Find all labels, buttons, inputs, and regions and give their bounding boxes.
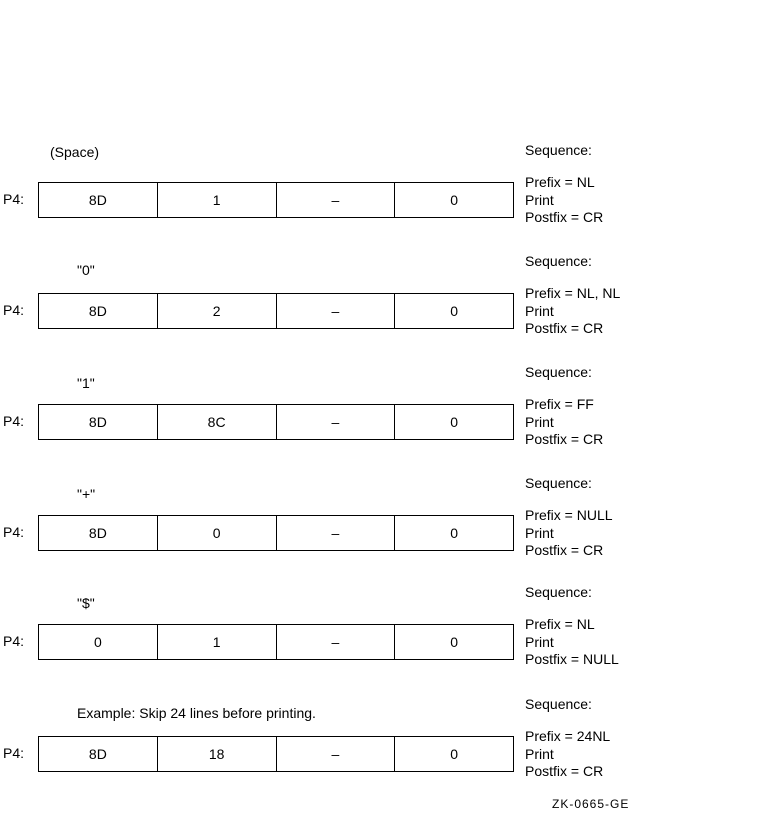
register-field-1: 8D xyxy=(39,737,158,771)
block-caption: (Space) xyxy=(50,144,100,160)
register-field-1: 0 xyxy=(39,625,158,659)
register-field-2: 0 xyxy=(158,516,277,550)
register-field-3: – xyxy=(277,516,396,550)
sequence-prefix: Prefix = NULL xyxy=(525,507,613,523)
register-field-4: 0 xyxy=(450,303,459,319)
register-field-3: – xyxy=(277,294,396,328)
sequence-prefix: Prefix = NL xyxy=(525,174,595,190)
register-field-4: 0 xyxy=(450,634,459,650)
register-field-4: 0 xyxy=(450,525,459,541)
diagram-block-dollar xyxy=(0,584,773,698)
sequence-prefix: Prefix = NL, NL xyxy=(525,285,621,301)
block-caption: "+" xyxy=(77,486,96,502)
block-caption: "0" xyxy=(77,262,95,278)
register-field-1: 8D xyxy=(39,516,158,550)
block-caption: "$" xyxy=(77,595,95,611)
sequence-lines xyxy=(525,396,603,449)
sequence-prefix: Prefix = 24NL xyxy=(525,728,611,744)
register-fields xyxy=(38,736,514,772)
register-field-4: 0 xyxy=(450,746,459,762)
register-label: P4: xyxy=(3,302,25,318)
register-field-1: 8D xyxy=(39,183,158,217)
register-field-4: 0 xyxy=(450,414,459,430)
sequence-postfix: Postfix = CR xyxy=(525,209,604,225)
sequence-print: Print xyxy=(525,745,554,762)
register-label: P4: xyxy=(3,633,25,649)
register-fields xyxy=(38,293,514,329)
sequence-prefix: Prefix = NL xyxy=(525,616,595,632)
sequence-lines xyxy=(525,616,619,669)
diagram-block-zero xyxy=(0,253,773,367)
sequence-print: Print xyxy=(525,633,554,650)
register-label: P4: xyxy=(3,191,25,207)
diagram-block-one xyxy=(0,364,773,478)
sequence-heading: Sequence: xyxy=(525,696,592,712)
diagram-block-space xyxy=(0,142,773,256)
sequence-print: Print xyxy=(525,413,554,430)
register-fields xyxy=(38,182,514,218)
sequence-postfix: Postfix = NULL xyxy=(525,651,619,667)
sequence-lines xyxy=(525,728,610,781)
register-field-4: 0 xyxy=(450,192,459,208)
sequence-heading: Sequence: xyxy=(525,253,592,269)
register-field-3: – xyxy=(277,405,396,439)
sequence-lines xyxy=(525,174,603,227)
register-field-2: 8C xyxy=(158,405,277,439)
register-fields xyxy=(38,515,514,551)
sequence-heading: Sequence: xyxy=(525,584,592,600)
sequence-lines xyxy=(525,507,613,560)
sequence-lines xyxy=(525,285,620,338)
register-field-1: 8D xyxy=(39,294,158,328)
sequence-print: Print xyxy=(525,524,554,541)
sequence-postfix: Postfix = CR xyxy=(525,542,604,558)
register-field-3: – xyxy=(277,625,396,659)
sequence-heading: Sequence: xyxy=(525,475,592,491)
register-field-3: – xyxy=(277,183,396,217)
diagram-block-example xyxy=(0,696,773,810)
sequence-postfix: Postfix = CR xyxy=(525,763,604,779)
register-fields xyxy=(38,624,514,660)
register-field-2: 18 xyxy=(158,737,277,771)
sequence-prefix: Prefix = FF xyxy=(525,396,594,412)
register-label: P4: xyxy=(3,745,25,761)
register-field-2: 1 xyxy=(158,183,277,217)
sequence-heading: Sequence: xyxy=(525,142,592,158)
register-fields xyxy=(38,404,514,440)
register-field-1: 8D xyxy=(39,405,158,439)
register-field-3: – xyxy=(277,737,396,771)
sequence-heading: Sequence: xyxy=(525,364,592,380)
sequence-postfix: Postfix = CR xyxy=(525,320,604,336)
block-caption: Example: Skip 24 lines before printing. xyxy=(77,705,316,721)
register-label: P4: xyxy=(3,524,25,540)
block-caption: "1" xyxy=(77,375,95,391)
register-label: P4: xyxy=(3,413,25,429)
register-field-2: 2 xyxy=(158,294,277,328)
register-field-2: 1 xyxy=(158,625,277,659)
sequence-print: Print xyxy=(525,191,554,208)
sequence-postfix: Postfix = CR xyxy=(525,431,604,447)
sequence-print: Print xyxy=(525,302,554,319)
figure-id: ZK-0665-GE xyxy=(552,797,630,811)
diagram-block-plus xyxy=(0,475,773,589)
